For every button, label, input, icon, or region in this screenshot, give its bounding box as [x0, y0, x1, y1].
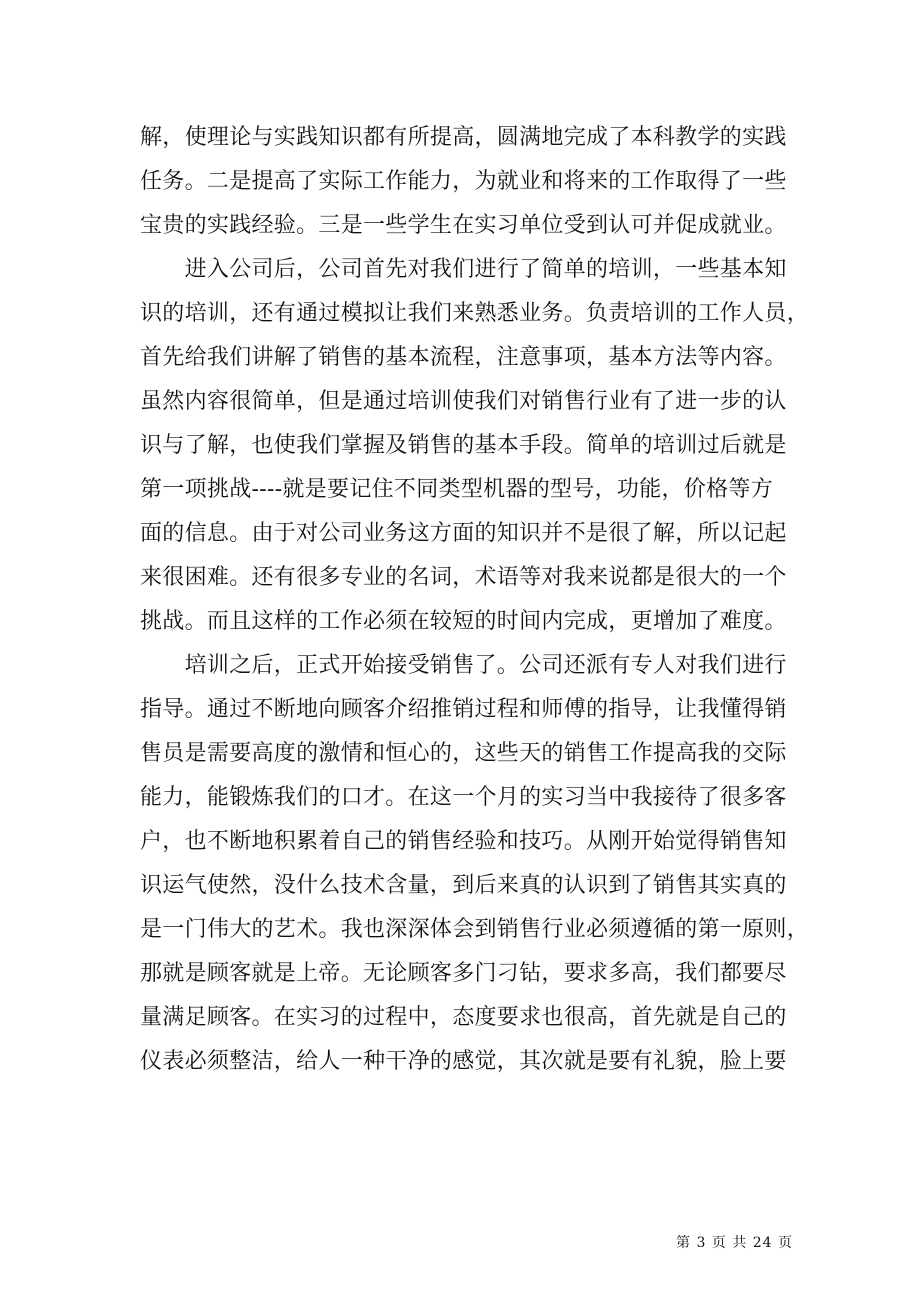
- text-line: 售员是需要高度的激情和恒心的，这些天的销售工作提高我的交际: [140, 741, 787, 766]
- text-line: 进入公司后，公司首先对我们进行了简单的培训，一些基本知: [140, 257, 787, 282]
- text-line: 虽然内容很简单，但是通过培训使我们对销售行业有了进一步的认: [140, 389, 787, 414]
- text-line: 户，也不断地积累着自己的销售经验和技巧。从刚开始觉得销售知: [140, 829, 787, 854]
- text-line: 首先给我们讲解了销售的基本流程，注意事项，基本方法等内容。: [140, 345, 787, 370]
- text-line: 指导。通过不断地向顾客介绍推销过程和师傅的指导，让我懂得销: [140, 697, 787, 722]
- text-line: 来很困难。还有很多专业的名词，术语等对我来说都是很大的一个: [140, 565, 787, 590]
- text-line: 识运气使然，没什么技术含量，到后来真的认识到了销售其实真的: [140, 873, 787, 898]
- text-line: 识与了解，也使我们掌握及销售的基本手段。简单的培训过后就是: [140, 433, 787, 458]
- text-line: 培训之后，正式开始接受销售了。公司还派有专人对我们进行: [140, 653, 787, 678]
- text-line: 那就是顾客就是上帝。无论顾客多门刁钻，要求多高，我们都要尽: [140, 961, 787, 986]
- text-line: 能力，能锻炼我们的口才。在这一个月的实习当中我接待了很多客: [140, 785, 787, 810]
- document-body: [140, 116, 810, 1084]
- text-line: 仪表必须整洁，给人一种干净的感觉，其次就是要有礼貌，脸上要: [140, 1049, 787, 1074]
- text-line: 量满足顾客。在实习的过程中，态度要求也很高，首先就是自己的: [140, 1005, 787, 1030]
- text-line: 是一门伟大的艺术。我也深深体会到销售行业必须遵循的第一原则，: [140, 917, 810, 942]
- text-line: 挑战。而且这样的工作必须在较短的时间内完成，更增加了难度。: [140, 609, 787, 634]
- text-line: 任务。二是提高了实际工作能力，为就业和将来的工作取得了一些: [140, 169, 787, 194]
- text-line: 第一项挑战----就是要记住不同类型机器的型号，功能，价格等方: [140, 477, 774, 502]
- page-number: 第 3 页 共 24 页: [676, 1235, 793, 1251]
- text-line: 宝贵的实践经验。三是一些学生在实习单位受到认可并促成就业。: [140, 213, 787, 238]
- text-line: 识的培训，还有通过模拟让我们来熟悉业务。负责培训的工作人员，: [140, 301, 810, 326]
- text-line: 解，使理论与实践知识都有所提高，圆满地完成了本科教学的实践: [140, 125, 787, 150]
- text-line: 面的信息。由于对公司业务这方面的知识并不是很了解，所以记起: [140, 521, 787, 546]
